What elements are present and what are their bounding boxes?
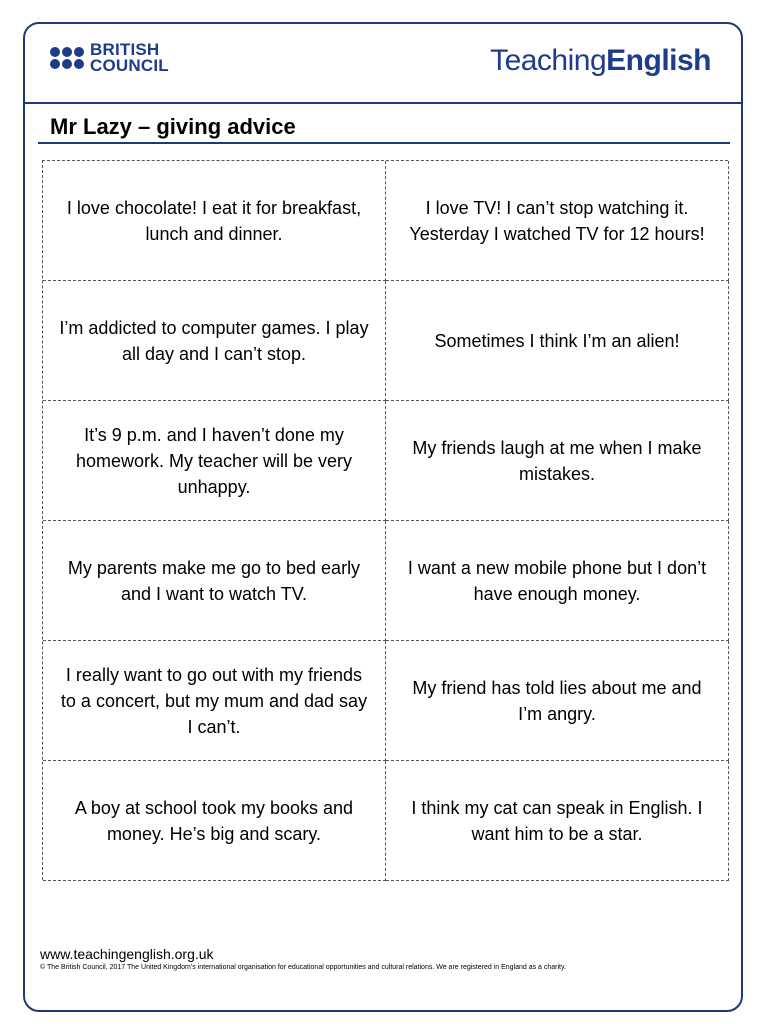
british-council-logo <box>50 42 169 74</box>
card: It’s 9 p.m. and I haven’t done my homework. My teacher will be very unhappy. <box>43 401 386 521</box>
page-title: Mr Lazy – giving advice <box>50 114 296 139</box>
bc-logo-line1: BRITISH <box>90 40 160 59</box>
card: I’m addicted to computer games. I play all day and I can’t stop. <box>43 281 386 401</box>
te-logo-bold: English <box>606 44 711 77</box>
card: My friend has told lies about me and I’m angry. <box>386 641 729 761</box>
card: My parents make me go to bed early and I want to watch TV. <box>43 521 386 641</box>
card: I love TV! I can’t stop watching it. Yesterday I watched TV for 12 hours! <box>386 161 729 281</box>
card: I want a new mobile phone but I don’t have enough money. <box>386 521 729 641</box>
british-council-dots-icon <box>50 47 84 69</box>
card: A boy at school took my books and money. He’s big and scary. <box>43 761 386 881</box>
card: Sometimes I think I’m an alien! <box>386 281 729 401</box>
header <box>23 22 743 104</box>
card: I love chocolate! I eat it for breakfast, lunch and dinner. <box>43 161 386 281</box>
card: I think my cat can speak in English. I want him to be a star. <box>386 761 729 881</box>
card: My friends laugh at me when I make mistakes. <box>386 401 729 521</box>
card-grid <box>42 160 728 880</box>
bc-logo-line2: COUNCIL <box>90 56 169 75</box>
te-logo-light: Teaching <box>490 44 607 77</box>
card: I really want to go out with my friends to a concert, but my mum and dad say I can’t. <box>43 641 386 761</box>
footer-url-link[interactable]: www.teachingenglish.org.uk <box>40 946 214 962</box>
footer-legal-text: © The British Council, 2017 The United Kingdom’s international organisation for educational opportunities and cultural relations. We are registered in England as a charity. <box>40 964 566 971</box>
title-divider <box>38 142 730 144</box>
teaching-english-logo <box>490 44 711 78</box>
